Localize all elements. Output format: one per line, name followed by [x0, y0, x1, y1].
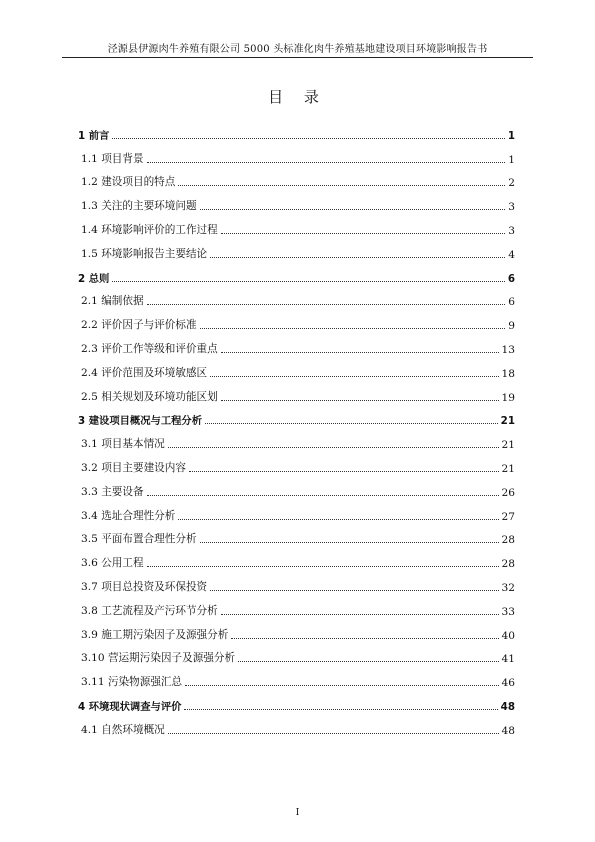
toc-entry-page: 28 — [501, 558, 515, 571]
toc-dot-leader — [168, 733, 499, 734]
toc-entry-label: 1.2 建设项目的特点 — [81, 176, 176, 189]
toc-entry-page: 4 — [508, 248, 515, 261]
toc-dot-leader — [112, 138, 504, 139]
toc-entry-label: 1.1 项目背景 — [81, 152, 144, 165]
toc-entry-page: 27 — [501, 510, 515, 523]
toc-entry-label: 3.11 污染物源强汇总 — [81, 676, 183, 689]
toc-entry-page: 9 — [508, 320, 515, 333]
toc-dot-leader — [185, 685, 498, 686]
toc-section-entry[interactable] — [78, 451, 515, 475]
toc-entry-page: 28 — [501, 534, 515, 547]
toc-section-entry[interactable] — [78, 665, 515, 689]
toc-entry-label: 1.4 环境影响评价的工作过程 — [81, 223, 218, 236]
toc-entry-page: 3 — [508, 224, 515, 237]
toc-section-entry[interactable] — [78, 427, 515, 451]
toc-section-entry[interactable] — [78, 546, 515, 570]
toc-dot-leader — [112, 281, 504, 282]
toc-entry-label: 4 环境现状调查与评价 — [78, 700, 182, 713]
toc-dot-leader — [168, 447, 499, 448]
toc-entry-page: 19 — [501, 391, 515, 404]
toc-dot-leader — [200, 542, 499, 543]
toc-entry-page: 2 — [508, 177, 515, 190]
toc-entry-page: 3 — [508, 201, 515, 214]
toc-dot-leader — [221, 400, 499, 401]
toc-section-entry[interactable] — [78, 475, 515, 499]
toc-entry-label: 2.1 编制依据 — [81, 295, 144, 308]
toc-dot-leader — [221, 614, 499, 615]
toc-dot-leader — [147, 566, 499, 567]
toc-dot-leader — [210, 376, 498, 377]
toc-section-entry[interactable] — [78, 332, 515, 356]
toc-dot-leader — [200, 328, 506, 329]
toc-entry-label: 2 总则 — [78, 272, 110, 285]
toc-section-entry[interactable] — [78, 713, 515, 737]
toc-entry-label: 2.4 评价范围及环境敏感区 — [81, 366, 208, 379]
toc-entry-page: 1 — [507, 129, 515, 142]
toc-entry-page: 6 — [507, 272, 515, 285]
toc-entry-page: 21 — [501, 439, 515, 452]
toc-entry-page: 26 — [501, 486, 515, 499]
toc-dot-leader — [200, 209, 506, 210]
toc-entry-page: 13 — [501, 343, 515, 356]
toc-chapter-entry[interactable] — [78, 404, 515, 428]
toc-entry-label: 1 前言 — [78, 129, 110, 142]
toc-chapter-entry[interactable] — [78, 689, 515, 713]
toc-chapter-entry[interactable] — [78, 261, 515, 285]
toc-section-entry[interactable] — [78, 213, 515, 237]
toc-section-entry[interactable] — [78, 594, 515, 618]
toc-entry-page: 32 — [501, 581, 515, 594]
page-number: I — [295, 808, 300, 818]
toc-entry-page: 21 — [500, 415, 515, 428]
toc-entry-label: 1.5 环境影响报告主要结论 — [81, 247, 208, 260]
toc-entry-label: 3.3 主要设备 — [81, 485, 144, 498]
toc-dot-leader — [210, 257, 505, 258]
document-header: 泾源县伊源肉牛养殖有限公司 5000 头标准化肉牛养殖基地建设项目环境影响报告书 — [107, 44, 488, 55]
toc-entry-label: 3.9 施工期污染因子及源强分析 — [81, 628, 229, 641]
toc-entry-label: 3.5 平面布置合理性分析 — [81, 533, 197, 546]
toc-dot-leader — [189, 471, 499, 472]
toc-dot-leader — [210, 590, 498, 591]
toc-dot-leader — [147, 495, 499, 496]
toc-dot-leader — [238, 661, 498, 662]
toc-section-entry[interactable] — [78, 642, 515, 666]
toc-section-entry[interactable] — [78, 285, 515, 309]
toc-entry-label: 3.4 选址合理性分析 — [81, 509, 176, 522]
toc-entry-page: 6 — [508, 296, 515, 309]
toc-dot-leader — [221, 233, 506, 234]
toc-dot-leader — [147, 162, 506, 163]
table-of-contents — [78, 118, 515, 737]
toc-entry-label: 3.1 项目基本情况 — [81, 438, 165, 451]
toc-dot-leader — [221, 352, 499, 353]
toc-section-entry[interactable] — [78, 237, 515, 261]
toc-title: 目 录 — [268, 88, 327, 106]
toc-entry-label: 3.2 项目主要建设内容 — [81, 461, 186, 474]
toc-entry-label: 3.8 工艺流程及产污环节分析 — [81, 604, 218, 617]
toc-chapter-entry[interactable] — [78, 118, 515, 142]
toc-entry-page: 40 — [501, 629, 515, 642]
toc-section-entry[interactable] — [78, 142, 515, 166]
toc-entry-label: 1.3 关注的主要环境问题 — [81, 200, 197, 213]
toc-section-entry[interactable] — [78, 356, 515, 380]
toc-dot-leader — [147, 304, 506, 305]
toc-entry-page: 46 — [501, 677, 515, 690]
toc-section-entry[interactable] — [78, 308, 515, 332]
toc-entry-page: 48 — [500, 700, 515, 713]
toc-entry-page: 1 — [508, 153, 515, 166]
toc-dot-leader — [205, 423, 498, 424]
toc-dot-leader — [231, 638, 498, 639]
toc-dot-leader — [178, 519, 498, 520]
toc-entry-page: 41 — [501, 653, 515, 666]
toc-section-entry[interactable] — [78, 499, 515, 523]
toc-section-entry[interactable] — [78, 166, 515, 190]
toc-section-entry[interactable] — [78, 570, 515, 594]
toc-entry-label: 2.5 相关规划及环境功能区划 — [81, 390, 218, 403]
toc-entry-label: 3.6 公用工程 — [81, 557, 144, 570]
toc-entry-label: 2.3 评价工作等级和评价重点 — [81, 342, 218, 355]
toc-section-entry[interactable] — [78, 189, 515, 213]
toc-entry-label: 4.1 自然环境概况 — [81, 723, 165, 736]
toc-dot-leader — [178, 185, 505, 186]
toc-entry-page: 33 — [501, 605, 515, 618]
toc-section-entry[interactable] — [78, 380, 515, 404]
toc-entry-page: 21 — [501, 462, 515, 475]
toc-entry-label: 3.7 项目总投资及环保投资 — [81, 580, 208, 593]
toc-entry-page: 48 — [501, 724, 515, 737]
toc-entry-page: 18 — [501, 367, 515, 380]
toc-section-entry[interactable] — [78, 618, 515, 642]
toc-dot-leader — [184, 709, 497, 710]
toc-section-entry[interactable] — [78, 523, 515, 547]
toc-entry-label: 2.2 评价因子与评价标准 — [81, 319, 197, 332]
header-rule — [62, 57, 533, 58]
toc-entry-label: 3.10 营运期污染因子及源强分析 — [81, 652, 236, 665]
toc-entry-label: 3 建设项目概况与工程分析 — [78, 415, 203, 428]
